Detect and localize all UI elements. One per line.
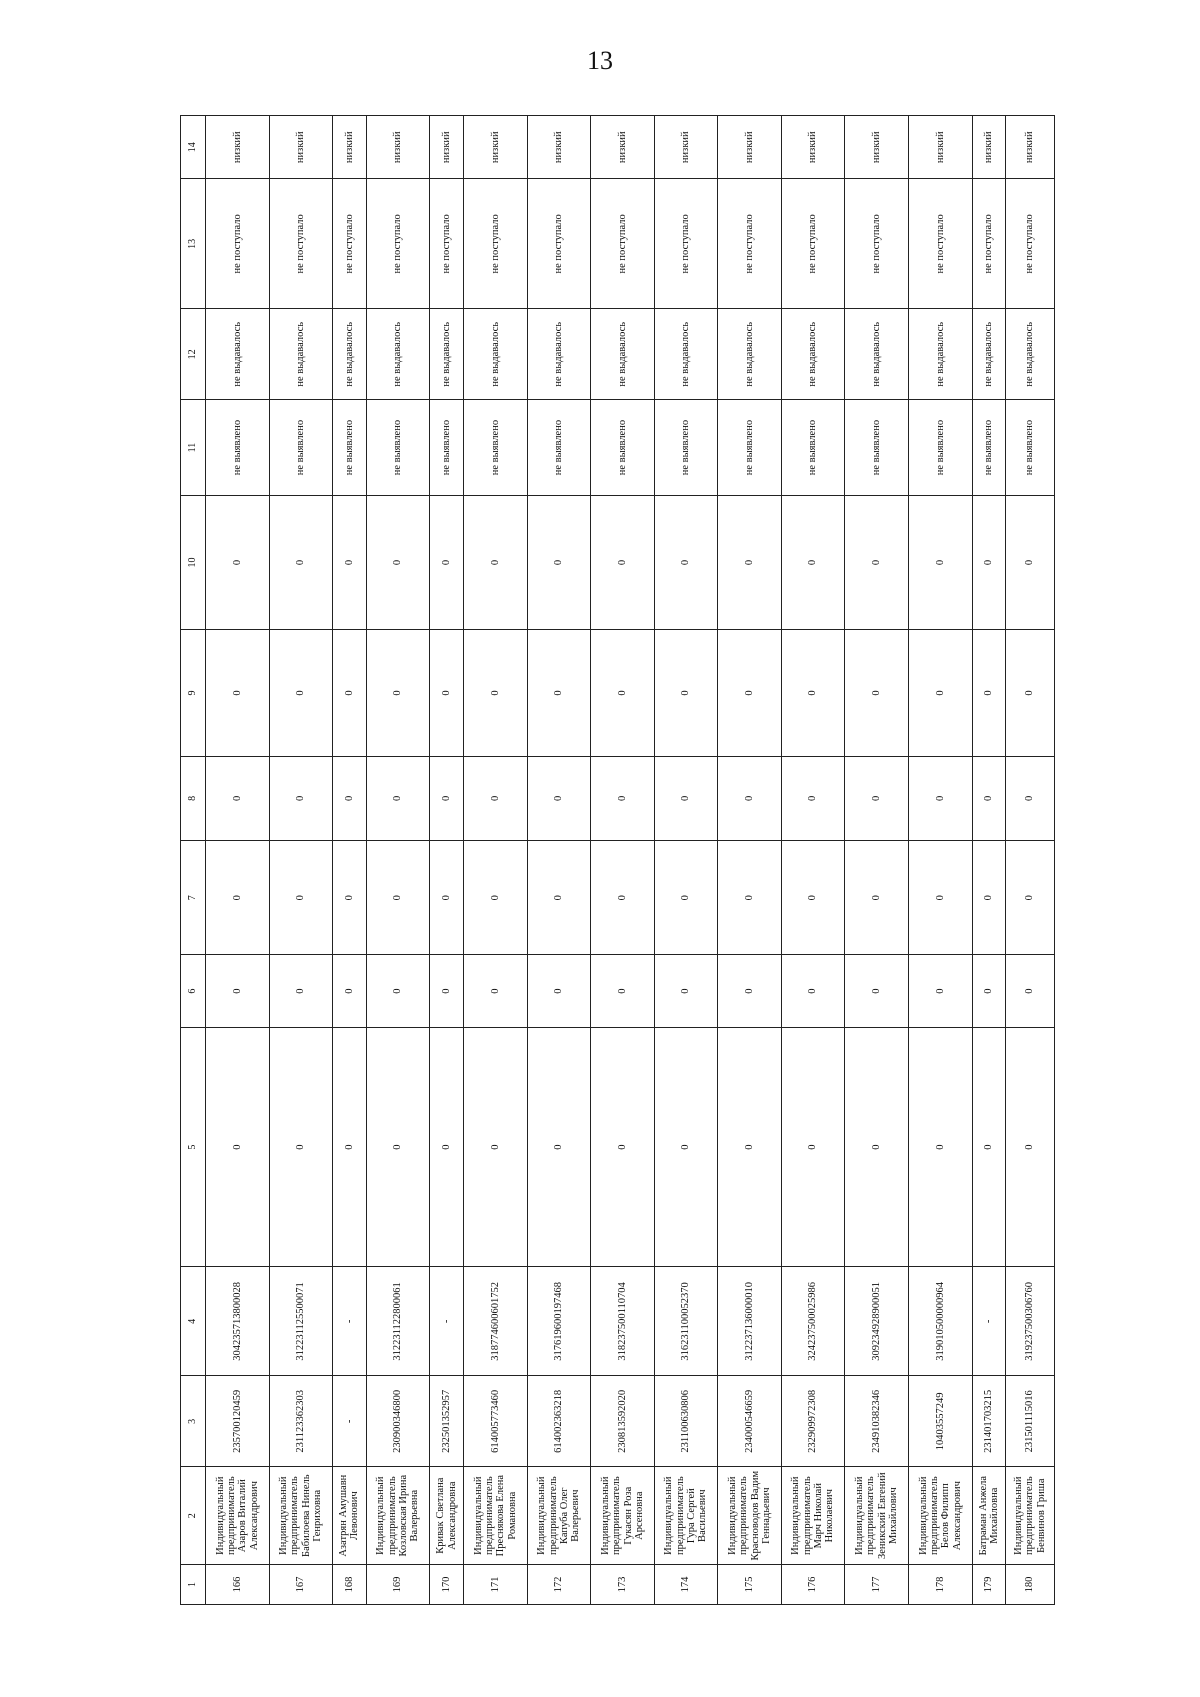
table-cell: 231100630806 xyxy=(654,1376,718,1467)
table-cell: не выдавалось xyxy=(654,309,718,400)
table-cell: 0 xyxy=(269,1027,333,1267)
table-cell: 614005773460 xyxy=(464,1376,528,1467)
column-header: 12 xyxy=(181,309,206,400)
column-header: 8 xyxy=(181,756,206,840)
table-cell: 234910382346 xyxy=(845,1376,909,1467)
table-cell: 0 xyxy=(430,495,464,629)
table-cell: 0 xyxy=(718,955,782,1027)
table-cell: 0 xyxy=(269,955,333,1027)
table-cell: 0 xyxy=(527,955,591,1027)
table-cell: 168 xyxy=(333,1565,367,1605)
table-cell: низкий xyxy=(781,116,845,179)
table-cell: Индивидуальный предприниматель Марч Николай Николаевич xyxy=(781,1467,845,1565)
table-cell: 235700120459 xyxy=(206,1376,270,1467)
table-row xyxy=(464,116,528,1605)
table-cell: - xyxy=(972,1267,1006,1376)
table-cell: Индивидуальный предприниматель Капуба Олег Валерьевич xyxy=(527,1467,591,1565)
table-cell: 230813592020 xyxy=(591,1376,655,1467)
table-cell: не поступало xyxy=(1006,179,1055,309)
table-cell: 0 xyxy=(591,630,655,757)
table-cell: 0 xyxy=(781,1027,845,1267)
table-cell: 0 xyxy=(1006,955,1055,1027)
table-cell: 0 xyxy=(333,841,367,955)
table-cell: 0 xyxy=(845,630,909,757)
table-cell: не поступало xyxy=(654,179,718,309)
table-cell: 231401703215 xyxy=(972,1376,1006,1467)
table-cell: не поступало xyxy=(718,179,782,309)
table-cell: 0 xyxy=(718,630,782,757)
table-cell: 0 xyxy=(527,495,591,629)
table-cell: 0 xyxy=(591,756,655,840)
table-cell: 0 xyxy=(269,630,333,757)
table-cell: 167 xyxy=(269,1565,333,1605)
table-cell: 0 xyxy=(654,1027,718,1267)
table-cell: не поступало xyxy=(845,179,909,309)
table-cell: не выявлено xyxy=(206,400,270,495)
table-cell: не выдавалось xyxy=(366,309,430,400)
table-cell: Индивидуальный предприниматель Гукасян Роза Арсеновна xyxy=(591,1467,655,1565)
column-header: 1 xyxy=(181,1565,206,1605)
table-cell: 0 xyxy=(464,756,528,840)
table-cell: 319010500000964 xyxy=(908,1267,972,1376)
column-header: 6 xyxy=(181,955,206,1027)
column-header: 7 xyxy=(181,841,206,955)
table-cell: не выдавалось xyxy=(464,309,528,400)
table-cell: не выявлено xyxy=(654,400,718,495)
table-cell: не выдавалось xyxy=(591,309,655,400)
table-cell: 0 xyxy=(781,630,845,757)
table-cell: не выявлено xyxy=(430,400,464,495)
table-cell: 0 xyxy=(527,756,591,840)
column-header: 4 xyxy=(181,1267,206,1376)
table-cell: 304235713800028 xyxy=(206,1267,270,1376)
column-header: 14 xyxy=(181,116,206,179)
table-cell: не выдавалось xyxy=(781,309,845,400)
table-cell: не выявлено xyxy=(781,400,845,495)
table-cell: 0 xyxy=(430,1027,464,1267)
table-cell: не выдавалось xyxy=(908,309,972,400)
table-cell: Индивидуальный предприниматель Бенвинов Гриша xyxy=(1006,1467,1055,1565)
table-cell: 166 xyxy=(206,1565,270,1605)
table-cell: 0 xyxy=(464,495,528,629)
table-cell: Индивидуальный предприниматель Красноводов Вадим Геннадьевич xyxy=(718,1467,782,1565)
table-cell: 0 xyxy=(1006,841,1055,955)
table-cell: не выявлено xyxy=(333,400,367,495)
table-cell: 231501115016 xyxy=(1006,1376,1055,1467)
table-cell: 0 xyxy=(333,495,367,629)
table-cell: 0 xyxy=(908,841,972,955)
table-cell: не поступало xyxy=(908,179,972,309)
table-cell: Кривак Светлана Александровна xyxy=(430,1467,464,1565)
table-cell: 0 xyxy=(908,955,972,1027)
table-cell: - xyxy=(333,1267,367,1376)
table-cell: 0 xyxy=(1006,495,1055,629)
table-cell: Индивидуальный предприниматель Зеникский Евгений Михайлович xyxy=(845,1467,909,1565)
column-header: 13 xyxy=(181,179,206,309)
table-cell: 232909972308 xyxy=(781,1376,845,1467)
table-cell: 0 xyxy=(206,495,270,629)
table-cell: 0 xyxy=(972,756,1006,840)
table-cell: Индивидуальный предприниматель Преснякова Елена Романовна xyxy=(464,1467,528,1565)
table-cell: 309234928900051 xyxy=(845,1267,909,1376)
table-cell: 0 xyxy=(972,955,1006,1027)
table-cell: 0 xyxy=(1006,756,1055,840)
table-cell: 0 xyxy=(908,756,972,840)
table-cell: 316231100052370 xyxy=(654,1267,718,1376)
table-cell: Азатрян Амушавн Левонович xyxy=(333,1467,367,1565)
table-cell: 0 xyxy=(845,841,909,955)
table-cell: низкий xyxy=(430,116,464,179)
table-cell: 0 xyxy=(333,1027,367,1267)
table-row xyxy=(718,116,782,1605)
table-cell: не выдавалось xyxy=(718,309,782,400)
table-cell: не поступало xyxy=(269,179,333,309)
table-cell: низкий xyxy=(972,116,1006,179)
table-cell: 0 xyxy=(527,630,591,757)
table-cell: Индивидуальный предприниматель Азаров Виталий Александрович xyxy=(206,1467,270,1565)
table-cell: 614002363218 xyxy=(527,1376,591,1467)
table-cell: 312237136000010 xyxy=(718,1267,782,1376)
table-cell: 0 xyxy=(718,495,782,629)
table-cell: Индивидуальный предприниматель Белов Филипп Александрович xyxy=(908,1467,972,1565)
table-cell: 0 xyxy=(972,841,1006,955)
table-cell: не выявлено xyxy=(908,400,972,495)
column-header: 3 xyxy=(181,1376,206,1467)
table-cell: 0 xyxy=(654,955,718,1027)
table-cell: не выявлено xyxy=(269,400,333,495)
table-cell: не выявлено xyxy=(972,400,1006,495)
table-cell: не выдавалось xyxy=(972,309,1006,400)
table-cell: 0 xyxy=(366,495,430,629)
inspection-table xyxy=(180,115,1055,1605)
table-cell: 0 xyxy=(430,955,464,1027)
table-body xyxy=(206,116,1055,1605)
table-cell: 0 xyxy=(972,495,1006,629)
table-cell: 0 xyxy=(654,841,718,955)
table-cell: 0 xyxy=(333,630,367,757)
table-cell: 0 xyxy=(366,841,430,955)
table-cell: 0 xyxy=(206,630,270,757)
table-cell: 0 xyxy=(972,630,1006,757)
table-cell: не выдавалось xyxy=(430,309,464,400)
table-cell: 0 xyxy=(845,495,909,629)
table-cell: 0 xyxy=(845,1027,909,1267)
table-cell: Индивидуальный предприниматель Козловская Ирина Валерьевна xyxy=(366,1467,430,1565)
table-cell: 0 xyxy=(718,1027,782,1267)
table-row xyxy=(972,116,1006,1605)
table-cell: 0 xyxy=(206,756,270,840)
table-cell: Индивидуальный предприниматель Гура Сергей Васильевич xyxy=(654,1467,718,1565)
table-cell: 0 xyxy=(206,1027,270,1267)
table-cell: не выявлено xyxy=(718,400,782,495)
table-cell: не поступало xyxy=(972,179,1006,309)
table-cell: 230900346800 xyxy=(366,1376,430,1467)
table-cell: 171 xyxy=(464,1565,528,1605)
table-cell: не выявлено xyxy=(464,400,528,495)
table-cell: 0 xyxy=(333,955,367,1027)
table-cell: не поступало xyxy=(781,179,845,309)
table-cell: 169 xyxy=(366,1565,430,1605)
table-row xyxy=(430,116,464,1605)
table-cell: не поступало xyxy=(333,179,367,309)
table-cell: 180 xyxy=(1006,1565,1055,1605)
table-cell: 0 xyxy=(718,841,782,955)
table-cell: 170 xyxy=(430,1565,464,1605)
table-cell: 177 xyxy=(845,1565,909,1605)
column-header: 9 xyxy=(181,630,206,757)
table-cell: низкий xyxy=(464,116,528,179)
table-cell: 10403557249 xyxy=(908,1376,972,1467)
table-cell: 0 xyxy=(269,756,333,840)
table-cell: не выдавалось xyxy=(269,309,333,400)
table-cell: не выдавалось xyxy=(845,309,909,400)
table-cell: не поступало xyxy=(206,179,270,309)
table-cell: 0 xyxy=(591,841,655,955)
table-cell: не выявлено xyxy=(527,400,591,495)
table-cell: 0 xyxy=(430,630,464,757)
table-row xyxy=(591,116,655,1605)
table-cell: низкий xyxy=(366,116,430,179)
table-row xyxy=(654,116,718,1605)
table-cell: 0 xyxy=(781,495,845,629)
table-cell: не выдавалось xyxy=(1006,309,1055,400)
table-cell: 175 xyxy=(718,1565,782,1605)
table-cell: 0 xyxy=(464,841,528,955)
table-cell: 0 xyxy=(269,495,333,629)
table-cell: 0 xyxy=(430,841,464,955)
column-header: 2 xyxy=(181,1467,206,1565)
table-cell: 324237500025986 xyxy=(781,1267,845,1376)
table-cell: 317619600197468 xyxy=(527,1267,591,1376)
table-cell: 178 xyxy=(908,1565,972,1605)
table-cell: не выявлено xyxy=(591,400,655,495)
column-header: 10 xyxy=(181,495,206,629)
table-cell: низкий xyxy=(654,116,718,179)
table-row xyxy=(908,116,972,1605)
table-cell: 0 xyxy=(366,756,430,840)
table-row xyxy=(845,116,909,1605)
table-cell: не выдавалось xyxy=(206,309,270,400)
table-cell: - xyxy=(333,1376,367,1467)
table-cell: 0 xyxy=(527,1027,591,1267)
table-cell: не поступало xyxy=(366,179,430,309)
table-cell: 0 xyxy=(206,841,270,955)
table-cell: 312231125500071 xyxy=(269,1267,333,1376)
table-cell: 179 xyxy=(972,1565,1006,1605)
header-row xyxy=(181,116,206,1605)
table-cell: 0 xyxy=(206,955,270,1027)
table-cell: 0 xyxy=(908,495,972,629)
table-cell: 0 xyxy=(464,1027,528,1267)
table-cell: 0 xyxy=(527,841,591,955)
table-cell: не поступало xyxy=(430,179,464,309)
table-cell: 0 xyxy=(366,1027,430,1267)
table-cell: 0 xyxy=(718,756,782,840)
table-cell: не поступало xyxy=(527,179,591,309)
table-cell: низкий xyxy=(845,116,909,179)
table-cell: 0 xyxy=(654,630,718,757)
table-cell: 0 xyxy=(781,955,845,1027)
table-cell: не выдавалось xyxy=(333,309,367,400)
table-cell: 173 xyxy=(591,1565,655,1605)
table-cell: Батраман Анжела Михайловна xyxy=(972,1467,1006,1565)
table-row xyxy=(333,116,367,1605)
table-cell: 232501352957 xyxy=(430,1376,464,1467)
table-cell: 0 xyxy=(591,1027,655,1267)
table-row xyxy=(269,116,333,1605)
table-cell: не поступало xyxy=(464,179,528,309)
table-cell: 0 xyxy=(591,955,655,1027)
table-cell: 312231122800061 xyxy=(366,1267,430,1376)
table-row xyxy=(527,116,591,1605)
table-cell: 0 xyxy=(464,630,528,757)
table-cell: 0 xyxy=(908,630,972,757)
table-cell: 0 xyxy=(908,1027,972,1267)
table-cell: 174 xyxy=(654,1565,718,1605)
table-cell: 0 xyxy=(1006,630,1055,757)
table-cell: 0 xyxy=(781,756,845,840)
table-cell: 0 xyxy=(366,630,430,757)
table-row xyxy=(781,116,845,1605)
table-cell: 0 xyxy=(654,756,718,840)
table-cell: 0 xyxy=(333,756,367,840)
table-cell: низкий xyxy=(269,116,333,179)
table-cell: 0 xyxy=(972,1027,1006,1267)
column-header: 11 xyxy=(181,400,206,495)
table-cell: не выдавалось xyxy=(527,309,591,400)
table-cell: не поступало xyxy=(591,179,655,309)
table-cell: низкий xyxy=(333,116,367,179)
table-cell: Индивидуальный предприниматель Бабилоева Нинель Генриховна xyxy=(269,1467,333,1565)
table-cell: 0 xyxy=(845,756,909,840)
table-cell: 0 xyxy=(366,955,430,1027)
table-cell: низкий xyxy=(206,116,270,179)
table-cell: 0 xyxy=(781,841,845,955)
table-cell: не выявлено xyxy=(366,400,430,495)
table-cell: 0 xyxy=(464,955,528,1027)
table-cell: 0 xyxy=(269,841,333,955)
table-row xyxy=(206,116,270,1605)
page-number: 13 xyxy=(587,46,613,75)
table-cell: 231123362303 xyxy=(269,1376,333,1467)
table-cell: низкий xyxy=(527,116,591,179)
table-cell: не выявлено xyxy=(1006,400,1055,495)
table-cell: низкий xyxy=(591,116,655,179)
table-cell: 0 xyxy=(845,955,909,1027)
table-cell: 319237500306760 xyxy=(1006,1267,1055,1376)
table-cell: 172 xyxy=(527,1565,591,1605)
table-row xyxy=(1006,116,1055,1605)
table-cell: низкий xyxy=(718,116,782,179)
table-cell: 176 xyxy=(781,1565,845,1605)
table-cell: низкий xyxy=(1006,116,1055,179)
column-header: 5 xyxy=(181,1027,206,1267)
table-row xyxy=(366,116,430,1605)
table-cell: 0 xyxy=(591,495,655,629)
table-cell: низкий xyxy=(908,116,972,179)
table-cell: 0 xyxy=(430,756,464,840)
rotated-table-container xyxy=(180,115,1055,1605)
table-cell: 234000546659 xyxy=(718,1376,782,1467)
table-cell: 318237500110704 xyxy=(591,1267,655,1376)
table-cell: - xyxy=(430,1267,464,1376)
table-cell: 0 xyxy=(654,495,718,629)
table-cell: 0 xyxy=(1006,1027,1055,1267)
table-cell: не выявлено xyxy=(845,400,909,495)
table-cell: 318774600601752 xyxy=(464,1267,528,1376)
